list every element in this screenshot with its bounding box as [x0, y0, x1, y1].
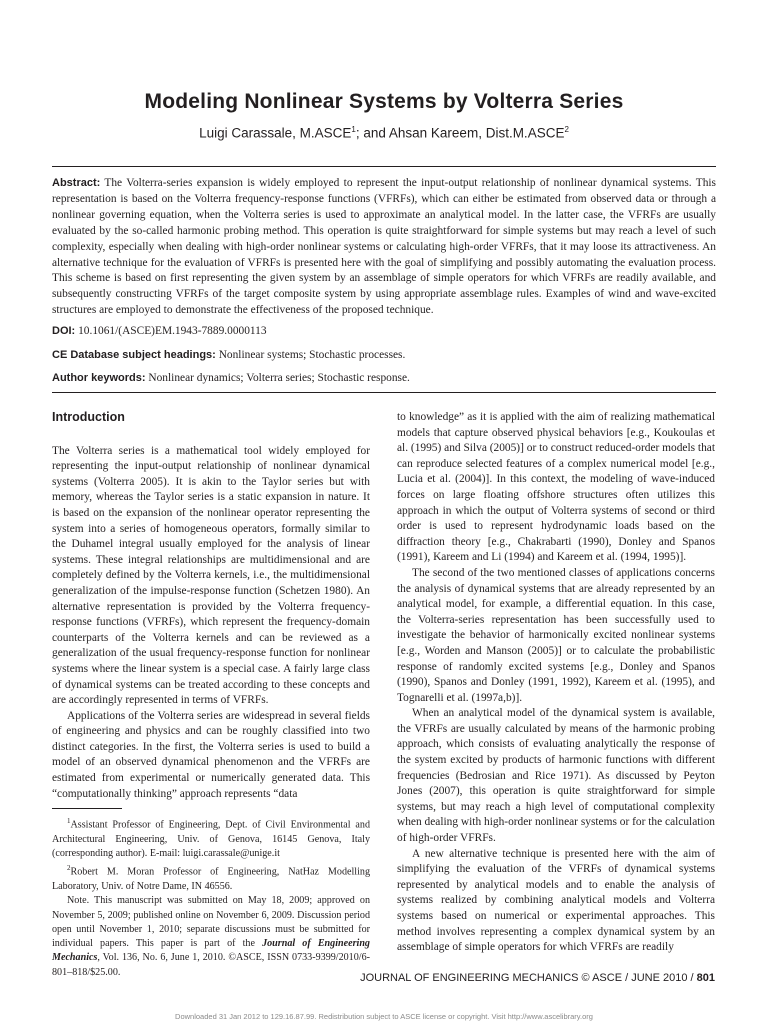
paper-title: Modeling Nonlinear Systems by Volterra Series — [144, 90, 624, 113]
doi-label: DOI: — [52, 325, 76, 337]
abstract-label: Abstract: — [52, 177, 101, 189]
footnote-2-text: Robert M. Moran Professor of Engineering, NatHaz Modelling Laboratory, Univ. of Notre Dame, IN 46556. — [52, 866, 370, 892]
section-heading-introduction: Introduction — [52, 410, 125, 424]
footnote-1-mark: 1 — [67, 817, 71, 825]
subject-headings-line — [52, 348, 716, 363]
submission-note-text: Note. This manuscript was submitted on May 18, 2009; approved on November 5, 2009; published online on November 6, 2009. Discussion period open until November 1, 2010; separate discussions must be submitted for individual papers. This paper is part of the — [52, 895, 370, 950]
author-line — [0, 125, 768, 141]
footnote-2 — [52, 861, 370, 894]
author-2-affiliation-mark: 2 — [564, 125, 569, 134]
journal-name: Journal of Engineering Mechanics — [52, 938, 370, 964]
page-number: 801 — [696, 972, 715, 984]
right-paragraph-4: A new alternative technique is presented here with the aim of simplifying the evaluation of the VFRFs of dynamical systems represented by analytical models and to enable the analysis of systems realized by combining analytical models and Volterra systems based on numerical or experimental approaches. This method involves representing a complex dynamical system by an assemblage of simple operators for which VFRFs are readily — [397, 847, 715, 954]
submission-note-citation: , Vol. 136, No. 6, June 1, 2010. ©ASCE, ISSN 0733-9399/2010/6-801–818/$25.00. — [52, 952, 370, 978]
doi-line — [52, 324, 716, 339]
footnotes — [52, 814, 370, 980]
intro-paragraph-2: Applications of the Volterra series are widespread in several fields of engineering and physics and can be roughly classified into two distinct categories. In the first, the Volterra series is used to build a model of an observed dynamical phenomenon and the VFRFs are estimated from experimental or numerically generated data. This “computationally thinking” approach represents “data — [52, 709, 370, 800]
footnote-2-mark: 2 — [67, 864, 71, 873]
author-separator: ; and — [355, 125, 389, 141]
abstract-text: The Volterra-series expansion is widely employed to represent the input-output relationship of nonlinear dynamical systems. This representation is based on the Volterra frequency-response functions (VFRFs), which can either be estimated from observed data or through a nonlinear governing equation, when the Volterra series is used to approximate an analytical model. In the latter case, the VFRFs are usually evaluated by the so-called harmonic probing method. This operation is quite straightforward for simple systems but may reach a level of such complexity, especially when dealing with high-order nonlinear systems or calculating high-order VFRFs, that it may loose its attractiveness. An alternative technique for the evaluation of VFRFs is presented here with the goal of simplifying and possibly automating the evaluation process. This scheme is based on first representing the given system by an assemblage of simple operators for which VFRFs are readily available, and subsequently constructing VFRFs of the target composite system by using appropriate assemblage rules. Examples of wind and wave-excited structures are employed to demonstrate the effectiveness of the proposed technique. — [52, 177, 716, 317]
author-1-affiliation-mark: 1 — [351, 125, 356, 134]
subject-headings-value: Nonlinear systems; Stochastic processes. — [218, 349, 406, 361]
footnote-rule — [52, 808, 122, 809]
left-column — [52, 410, 370, 802]
author-1: Luigi Carassale, M.ASCE — [199, 125, 352, 141]
keywords-value: Nonlinear dynamics; Volterra series; Stochastic response. — [148, 372, 410, 384]
journal-footer-text: JOURNAL OF ENGINEERING MECHANICS © ASCE / JUNE 2010 / — [360, 972, 697, 984]
keywords-label: Author keywords: — [52, 372, 146, 384]
submission-note — [52, 894, 370, 980]
subject-headings-label: CE Database subject headings: — [52, 349, 216, 361]
footnote-1 — [52, 814, 370, 861]
right-column — [397, 410, 715, 956]
right-paragraph-1: to knowledge” as it is applied with the aim of realizing mathematical models that capture observed physical behaviors [e.g., Koukoulas et al. (1995) and Silva (2005)] or to construct reduced-order models that can reproduce selected features of a complex numerical model [e.g., Lucia et al. (2004)]. In this context, the modeling of wave-induced forces on large floating offshore structures often utilizes this approach in which the output of Volterra systems of second or third order is used to represent hydrodynamic loads based on the diffraction theory [e.g., Chakrabarti (1990), Donley and Spanos (1991), Kareem and Li (1994) and Kareem et al. (1994, 1995)]. — [397, 411, 715, 564]
doi-value[interactable]: 10.1061/(ASCE)EM.1943-7889.0000113 — [78, 325, 267, 337]
keywords-line — [52, 371, 716, 386]
author-2: Ahsan Kareem, Dist.M.ASCE — [388, 125, 565, 141]
footnote-1-text: Assistant Professor of Engineering, Dept. of Civil Environmental and Architectural Engineering, Univ. of Genova, 16145 Genova, Italy (corresponding author). E-mail: luigi.carassale@unige.it — [52, 819, 370, 859]
header-bottom-rule — [52, 392, 716, 393]
journal-footer — [360, 972, 715, 984]
abstract — [52, 176, 716, 319]
top-rule — [52, 166, 716, 167]
right-paragraph-3: When an analytical model of the dynamical system is available, the VFRFs are usually calculated by means of the harmonic probing approach, which consists of evaluating analytically the response of the system excited by products of harmonic functions with different frequencies (Bedrosian and Rice 1971). As discussed by Peyton Jones (2007), this operation is quite straightforward for simple systems, but may reach a high level of computational complexity when dealing with high-order nonlinear systems or for the calculation of high-order VFRFs. — [397, 707, 715, 845]
intro-paragraph-1: The Volterra series is a mathematical tool widely employed for representing the input-output relationship of nonlinear dynamical systems (Volterra 2005). It is akin to the Taylor series but with memory, whereas the Taylor series is a static expansion in nature. It is based on the expansion of the nonlinear operator representing the system into a series of homogeneous operators, formally similar to the Duhamel integral usually employed for the analysis of linear systems. These integral relationships are multidimensional and are completely defined by the Volterra kernels, i.e., the multidimensional generalization of the impulse-response function (Schetzen 1980). An alternative representation is provided by the Volterra frequency-response functions (VFRFs), which represent the frequency-domain counterparts of the Volterra kernels and can be reviewed as a generalization of the usual frequency-response function for nonlinear systems where the linear system is a special case. A fairly large class of dynamical systems can be treated according to these concepts and are accordingly represented in terms of VFRFs. — [52, 444, 370, 707]
download-note: Downloaded 31 Jan 2012 to 129.16.87.99. Redistribution subject to ASCE license or copyright. Visit http://www.ascelibrary.org — [175, 1012, 593, 1021]
right-paragraph-2: The second of the two mentioned classes of applications concerns the analysis of dynamical systems that are already represented by an analytical model, for example, a differential equation. In this case, the Volterra-series representation has been successfully used to investigate the behavior of harmonically excited nonlinear systems [e.g., Worden and Manson (2005)] or to calculate the probabilistic response of randomly excited systems [e.g., Donley and Spanos (1990), Spanos and Donley (1991, 1992), Kareem et al. (1995), and Tognarelli et al. (1997a,b)]. — [397, 566, 715, 704]
